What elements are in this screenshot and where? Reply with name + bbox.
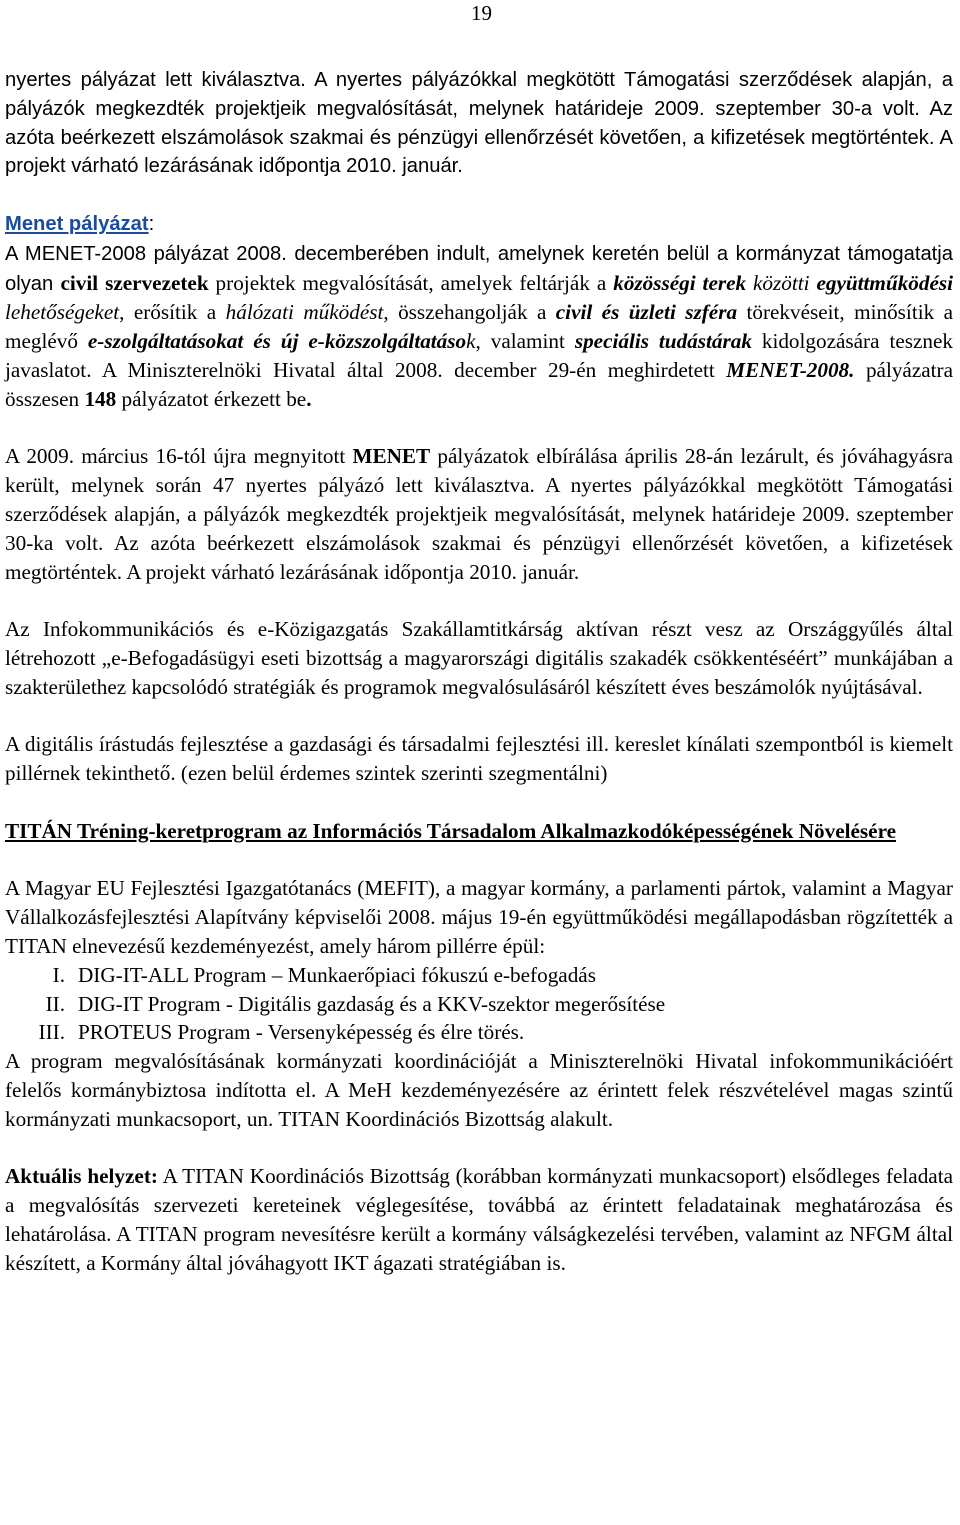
menet-bold-3: .: [306, 386, 312, 411]
menet-text-9: , valamint: [475, 329, 575, 354]
list-item: [5, 961, 953, 990]
list-item-number: II.: [45, 991, 65, 1016]
menet-text-11: pályázatra összesen: [5, 357, 953, 411]
aktualis-text: A TITAN Koordinációs Bizottság (korábban kormányzati munkacsoport) elsődleges feladata a megvalósítás szervezeti kereteinek véglegesítése, továbbá az érintett feladatainak meghatározása és lehatárolása. A TITAN program nevesítésre került a kormány válságkezelési tervében, valamint az NFGM által készített, a Kormány által jóváhagyott IKT ágazati stratégiában is.: [5, 1164, 954, 1275]
list-item-text: PROTEUS Program - Versenyképesség és élre törés.: [78, 1020, 525, 1045]
menet2-text-2: pályázatok elbírálása április 28-án lezárult, és jóváhagyásra került, melynek során 47 nyertes pályázó lett kiválasztva. A nyertes pályázókkal megkötött Támogatási szerződések alapján, a pályázók megkezdték projektjeik megvalósítását, melynek határideje 2009. szeptember 30-ka volt. Az azóta beérkezett elszámolások szakmai és pénzügyi ellenőrzését követően, a kifizetések megtörténtek. A projekt várható lezárásának időpontja 2010. január.: [5, 444, 953, 584]
menet-italic-2: lehetőségeket: [5, 300, 120, 325]
page-body: [5, 66, 953, 1277]
menet-bold-italic-6: MENET-2008.: [726, 357, 855, 382]
intro-line-1: nyertes pályázat lett kiválasztva. A nyertes pályázókkal megkötött Támogatási szerződések alapján, a pályázók megkezdték projektjeik megvalósítását, melynek határideje 2009.: [5, 69, 953, 120]
page-number: 19: [471, 1, 492, 25]
menet-heading-text: Menet pályázat: [5, 212, 149, 235]
menet-text-8: törekvéseit, minősítik a meglévő: [5, 300, 954, 354]
menet2-text-1: A 2009. március 16-tól újra megnyitott: [5, 444, 353, 469]
titan-pillars-list: [5, 961, 953, 1047]
menet-text-10: kidolgozására tesznek javaslatot. A Miniszterelnöki Hivatal által 2008. december 29-én meghirdetett: [5, 329, 953, 382]
menet-bold-italic-5: speciális tudástárak: [574, 329, 752, 354]
titan-coordination-paragraph: A program megvalósításának kormányzati koordinációját a Miniszterelnöki Hivatal infokommunikációért felelős kormánybiztosa indította el. A MeH kezdeményezésére az érintett felek részvételével magas szintű kormányzati munkacsoport, un. TITAN Koordinációs Bizottság alakult.: [5, 1049, 953, 1131]
menet-heading: [5, 210, 953, 239]
menet-text-6: , erősítik a: [119, 300, 226, 325]
list-item: [5, 990, 953, 1019]
menet-italic-3: hálózati működést: [225, 300, 384, 325]
menet2-paragraph: [5, 442, 953, 586]
menet-bold-italic-2: együttműködési: [816, 270, 954, 295]
menet-text-1: A MENET-2008 pályázat 2008. decemberében indult, amelynek keretén belül a kormányzat támogatatja olyan: [5, 242, 953, 295]
menet-bold-italic-3: civil és üzleti szféra: [555, 300, 738, 325]
menet-italic-1: közötti: [753, 270, 810, 295]
list-item-text: DIG-IT Program - Digitális gazdaság és a KKV-szektor megerősítése: [78, 991, 666, 1016]
menet-italic-4: k: [466, 329, 476, 354]
menet-bold-2: 148: [84, 386, 117, 411]
titan-heading: TITÁN Tréning-keretprogram az Információs Társadalom Alkalmazkodóképességének Növelésére: [5, 818, 897, 843]
menet-paragraph: [5, 239, 953, 414]
menet-text-7: , összehangolják a: [383, 300, 556, 325]
menet-bold-italic-1: közösségi terek: [613, 270, 747, 295]
menet-text-3: [746, 271, 753, 295]
aktualis-paragraph: [5, 1162, 953, 1277]
digitalis-paragraph: A digitális írástudás fejlesztése a gazdasági és társadalmi fejlesztési ill. kereslet kínálati szempontból is kiemelt pillérnek tekinthető. (ezen belül érdemes szintek szerinti szegmentálni): [5, 732, 953, 786]
list-item-text: DIG-IT-ALL Program – Munkaerőpiaci fókuszú e-befogadás: [78, 962, 596, 987]
aktualis-label: Aktuális helyzet:: [5, 1164, 158, 1189]
list-item: [5, 1018, 953, 1047]
infokom-paragraph: Az Infokommunikációs és e-Közigazgatás Szakállamtitkárság aktívan részt vesz az Országgyűlés által létrehozott „e-Befogadásügyi eseti bizottság a magyarországi digitális szakadék csökkentéséért” munkájában a szakterülethez kapcsolódó stratégiák és programok megvalósulásáról készített éves beszámolók nyújtásával.: [5, 617, 953, 699]
menet-heading-colon: :: [148, 212, 155, 235]
intro-paragraph: [5, 66, 953, 181]
list-item-number: I.: [52, 962, 65, 987]
menet-text-2: projektek megvalósítását, amelyek feltárják a: [208, 270, 614, 295]
menet-text-12: pályázatot érkezett be: [116, 386, 307, 411]
intro-line-2: szeptember 30-a volt. Az azóta beérkezett elszámolások szakmai és pénzügyi ellenőrzését követően, a kifizetések megtörténtek. A projekt várható lezárásának időpontja 2010. január.: [5, 97, 954, 178]
menet-bold-1: civil szervezetek: [60, 270, 209, 295]
menet2-bold-1: MENET: [352, 444, 431, 469]
menet-bold-italic-4: e-szolgáltatásokat és új e-közszolgáltatáso: [87, 329, 467, 354]
titan-intro-paragraph: A Magyar EU Fejlesztési Igazgatótanács (MEFIT), a magyar kormány, a parlamenti pártok, valamint a Magyar Vállalkozásfejlesztési Alapítvány képviselői 2008. május 19-én együttműködési megállapodásban rögzítették a TITAN elnevezésű kezdeményezést, amely három pillérre épül:: [5, 876, 953, 958]
list-item-number: III.: [38, 1020, 65, 1045]
